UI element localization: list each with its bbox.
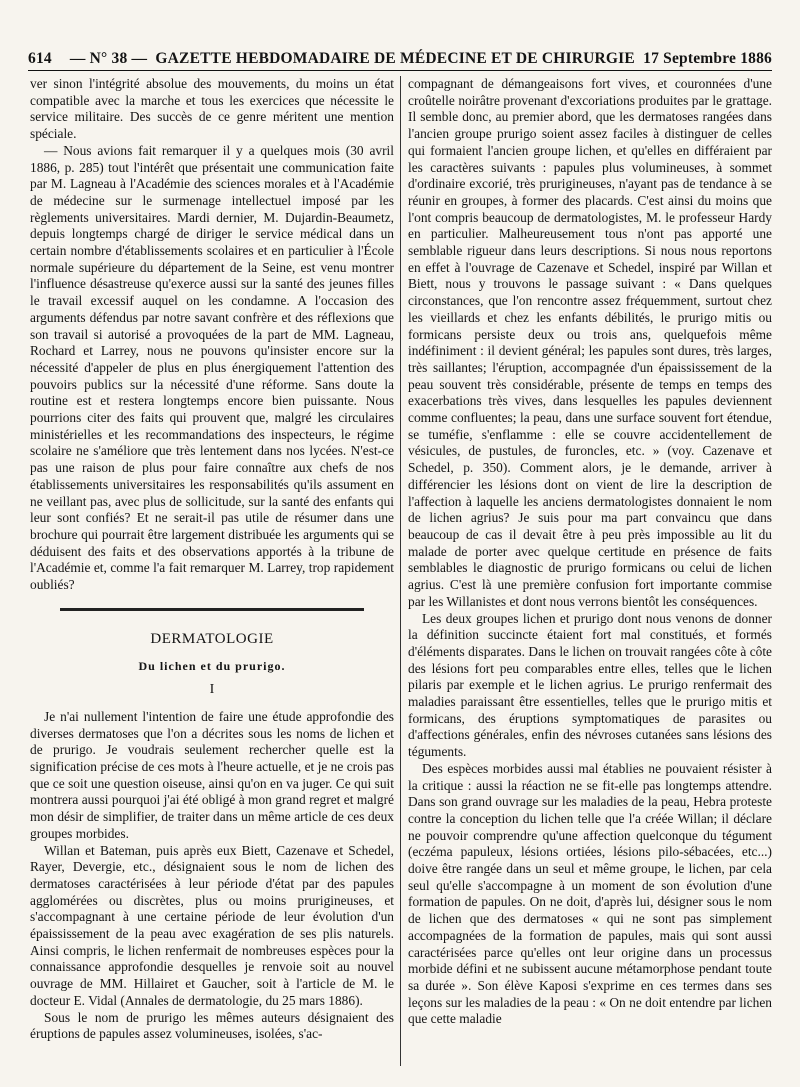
publication-title: GAZETTE HEBDOMADAIRE DE MÉDECINE ET DE CHIRURGIE	[155, 50, 635, 67]
section-title: DERMATOLOGIE	[150, 630, 274, 647]
article-paragraph: Willan et Bateman, puis après eux Biett, Cazenave et Schedel, Rayer, Devergie, etc., désignaient sous le nom de lichen des dermatoses caractérisées à leur période d'état par des papules agglomérées ou discrètes, plus ou moins prurigineuses, et s'accompagnant à une certaine période de leur évolution d'un épaississement de la peau avec exagération de ses plis naturels. Ainsi compris, le lichen renfermait de nombreuses espèces pour la connaissance approfondie desquelles je renvoie soit au nouvel ouvrage de MM. Hillairet et Gaucher, soit à l'article de M. le docteur E. Vidal (Annales de dermatologie, du 25 mars 1886).	[30, 842, 394, 1008]
article-paragraph: — Nous avions fait remarquer il y a quelques mois (30 avril 1886, p. 285) tout l'intérêt que présentait une communication faite par M. Lagneau à l'Académie des sciences morales et à l'Académie de médecine sur le surmenage intellectuel imposé par les règlements universitaires. Mardi dernier, M. Dujardin-Beaumetz, depuis longtemps chargé de diriger le service médical dans un certain nombre d'établissements scolaires et en particulier à l'École normale supérieure du département de la Seine, est venu montrer l'influence désastreuse qu'exerce aussi sur la santé des jeunes filles le travail excessif auquel on les condamne. A l'occasion des arguments défendus par notre savant confrère et des réflexions que son travail si autorisé a provoquées de la part de MM. Lagneau, Rochard et Larrey, nous ne pouvons qu'insister encore sur la nécessité d'appeler de plus en plus énergiquement l'attention des pouvoirs publics sur la nécessité d'une réforme. Sans doute la routine est et restera longtemps encore bien puissante. Nous pourrions citer des faits qui prouvent que, malgré les circulaires ministérielles et les recommandations des inspecteurs, le régime scolaire ne s'améliore que très lentement dans nos lycées. N'est-ce pas une raison de plus pour faire connaître aux chefs de nos établissements universitaires les responsabilités qu'ils assument en ne veillant pas, avec plus de sollicitude, sur la santé des enfants qui leur sont confiés? Et ne serait-il pas utile de résumer dans une brochure qui pourrait être largement distribuée les arguments qui se déduisent des faits et des observations apportés à la tribune de l'Académie et, comme l'a fait remarquer M. Larrey, trop rapidement oubliés?	[30, 142, 394, 593]
article-paragraph: ver sinon l'intégrité absolue des mouvements, du moins un état compatible avec la marche et tous les exercices que nécessite le service militaire. Des succès de ce genre méritent une mention spéciale.	[30, 76, 394, 142]
section-subtitle: Du lichen et du prurigo.	[138, 658, 286, 673]
article-paragraph: Les deux groupes lichen et prurigo dont nous venons de donner la définition succincte étaient fort mal constitués, et formés d'éléments disparates. Dans le lichen on trouvait rangées côte à côte des lésions fort peu comparables entre elles, telles que le lichen pilaris par exemple et le lichen agrius. Le prurigo renfermait des maladies paraissant être essentielles, telles que le prurigo mitis et formicans, des éruptions symptomatiques de parasites ou d'affections générales, enfin des névroses cutanées sans lésions des téguments.	[408, 610, 772, 760]
right-column	[408, 76, 772, 1066]
article-paragraph: Je n'ai nullement l'intention de faire une étude approfondie des diverses dermatoses que l'on a décrites sous les noms de lichen et de prurigo. Je voudrais seulement rechercher quelle est la signification précise de ces mots à l'heure actuelle, et je ne crois pas que ce soit une question oiseuse, ainsi qu'on en va juger. Ce qui suit montrera aussi pourquoi j'ai été obligé à mon grand regret et malgré mon désir de simplifier, de traiter dans un même article de ces deux groupes morbides.	[30, 708, 394, 841]
header-rule	[28, 70, 772, 71]
article-paragraph: Des espèces morbides aussi mal établies ne pouvaient résister à la critique : aussi la réaction ne se fit-elle pas longtemps attendre. Dans son grand ouvrage sur les maladies de la peau, Hebra proteste contre la conception du lichen telle que l'a créée Willan; il déclare ne pouvoir comprendre qu'une affection quelconque du tégument (eczéma papuleux, lésions ortiées, lésions pilo-sébacées, etc...) doive être rangée dans un seul et même groupe, le lichen, par cela seul qu'elle s'accompagne à un moment de son évolution d'une formation de papules. On ne doit, d'après lui, désigner sous le nom de lichen que des dermatoses « qui ne sont pas simplement accompagnées de la formation de papules, mais qui sont aussi caractérisées parce qu'elles ont leur origine dans un processus morbide défini et ne subissent aucune métamorphose pendant toute sa durée ». Son élève Kaposi s'exprime en ces termes dans ses leçons sur les maladies de la peau : « On ne doit entendre par lichen que cette maladie	[408, 760, 772, 1027]
article-paragraph: Sous le nom de prurigo les mêmes auteurs désignaient des éruptions de papules assez volumineuses, isolées, s'ac-	[30, 1009, 394, 1042]
column-divider	[400, 76, 401, 1066]
section-separator	[60, 608, 364, 611]
page-number: 614	[28, 50, 52, 67]
issue-number: — N° 38 —	[69, 50, 148, 67]
page-header	[28, 44, 772, 68]
left-column	[30, 76, 394, 1066]
section-number: I	[209, 682, 215, 698]
article-paragraph: compagnant de démangeaisons fort vives, et couronnées d'une croûtelle noirâtre provenant d'excoriations produites par le grattage. Il semble donc, au premier abord, que les dermatoses rangées dans l'ancien groupe prurigo soient assez faciles à distinguer de celles qui formaient l'ancien groupe lichen, et qu'elles en différaient par les caractères suivants : papules plus volumineuses, à sommet d'ordinaire excorié, très prurigineuses, n'ayant pas de tendance à se réunir en groupes, à former des placards. C'est ainsi du moins que l'ont compris beaucoup de dermatologistes, M. le professeur Hardy en particulier. Malheureusement tous n'ont pas apporté une semblable rigueur dans leurs descriptions. Si nous nous reportons en effet à l'ouvrage de Cazenave et Schedel, inspiré par Willan et Biett, nous y trouvons le passage suivant : « Dans quelques circonstances, que l'on rencontre assez fréquemment, surtout chez les vieillards et chez les enfants débilités, le prurigo mitis ou formicans persiste deux ou trois ans, quelquefois même indéfiniment : il devient général; les papules sont dures, très larges, très saillantes; l'éruption, accompagnée d'un épaississement de la peau souvent très considérable, présente de temps en temps des exacerbations très vives, dans lesquelles les papules deviennent comme confluentes; la peau, dans une surface souvent fort étendue, se tuméfie, s'enflamme : elle se couvre accidentellement de vésicules, de pustules, de furoncles, etc. » (voy. Cazenave et Schedel, p. 350). Comment alors, je le demande, arriver à différencier les lésions dont on vient de lire la description de l'affection à laquelle les anciens dermatologistes donnaient le nom de lichen agrius? Je suis pour ma part convaincu que dans beaucoup de cas il devait être à peu près impossible au lit du malade de porter avec quelque certitude en présence de faits semblables le diagnostic de prurigo formicans ou celui de lichen agrius. C'est là une première confusion fort importante commise par les Willanistes et dont nous verrons bientôt les conséquences.	[408, 76, 772, 609]
issue-date: 17 Septembre 1886	[643, 50, 772, 67]
